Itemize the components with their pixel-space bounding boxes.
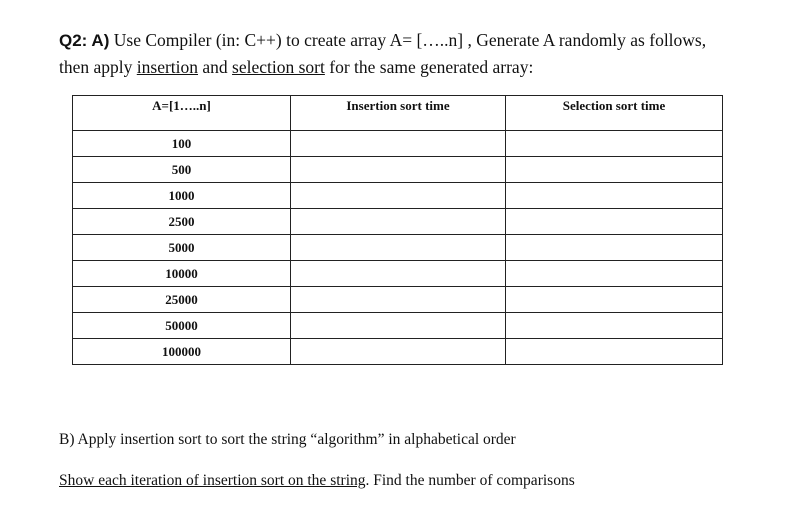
insertion-term: insertion — [136, 57, 199, 77]
cell-selection-time[interactable] — [506, 313, 723, 339]
table-row — [73, 209, 723, 235]
cell-selection-time[interactable] — [506, 339, 723, 365]
cell-array-size: 500 — [73, 157, 291, 183]
table-row — [73, 157, 723, 183]
table-row — [73, 183, 723, 209]
part-b-detail — [59, 472, 575, 490]
cell-insertion-time[interactable] — [291, 209, 506, 235]
table-row — [73, 313, 723, 339]
cell-array-size: 100 — [73, 131, 291, 157]
cell-array-size: 2500 — [73, 209, 291, 235]
question-line2-and: and — [198, 57, 233, 77]
cell-insertion-time[interactable] — [291, 339, 506, 365]
selection-sort-term: selection sort — [232, 57, 325, 77]
part-b-detail-suffix: . Find the number of comparisons — [365, 472, 575, 489]
question-label: Q2: A) — [59, 31, 110, 50]
cell-selection-time[interactable] — [506, 287, 723, 313]
cell-insertion-time[interactable] — [291, 183, 506, 209]
header-array-size: A=[1…..n] — [73, 96, 291, 131]
cell-array-size: 25000 — [73, 287, 291, 313]
question-line2-prefix: then apply — [59, 57, 137, 77]
part-b-detail-prefix: Show each iteration of insertion sort on the string — [59, 472, 366, 489]
cell-array-size: 50000 — [73, 313, 291, 339]
cell-insertion-time[interactable] — [291, 313, 506, 339]
question-line-2 — [59, 57, 533, 78]
cell-array-size: 5000 — [73, 235, 291, 261]
table-row — [73, 287, 723, 313]
question-text: Use Compiler (in: C++) to create array A= […..n] , Generate A randomly as follows, — [109, 30, 707, 50]
table-row — [73, 339, 723, 365]
cell-insertion-time[interactable] — [291, 131, 506, 157]
cell-array-size: 1000 — [73, 183, 291, 209]
cell-selection-time[interactable] — [506, 183, 723, 209]
timing-table — [72, 95, 723, 365]
question-line2-suffix: for the same generated array: — [324, 57, 534, 77]
cell-array-size: 100000 — [73, 339, 291, 365]
cell-selection-time[interactable] — [506, 157, 723, 183]
cell-selection-time[interactable] — [506, 235, 723, 261]
cell-insertion-time[interactable] — [291, 235, 506, 261]
table-row — [73, 235, 723, 261]
table-row — [73, 261, 723, 287]
cell-selection-time[interactable] — [506, 131, 723, 157]
cell-insertion-time[interactable] — [291, 287, 506, 313]
cell-insertion-time[interactable] — [291, 261, 506, 287]
question-line-1 — [59, 30, 706, 51]
cell-array-size: 10000 — [73, 261, 291, 287]
part-b-instruction: B) Apply insertion sort to sort the string “algorithm” in alphabetical order — [59, 431, 516, 448]
table-header-row — [73, 96, 723, 131]
table-row — [73, 131, 723, 157]
header-insertion-time: Insertion sort time — [291, 96, 506, 131]
cell-selection-time[interactable] — [506, 209, 723, 235]
header-selection-time: Selection sort time — [506, 96, 723, 131]
cell-selection-time[interactable] — [506, 261, 723, 287]
cell-insertion-time[interactable] — [291, 157, 506, 183]
